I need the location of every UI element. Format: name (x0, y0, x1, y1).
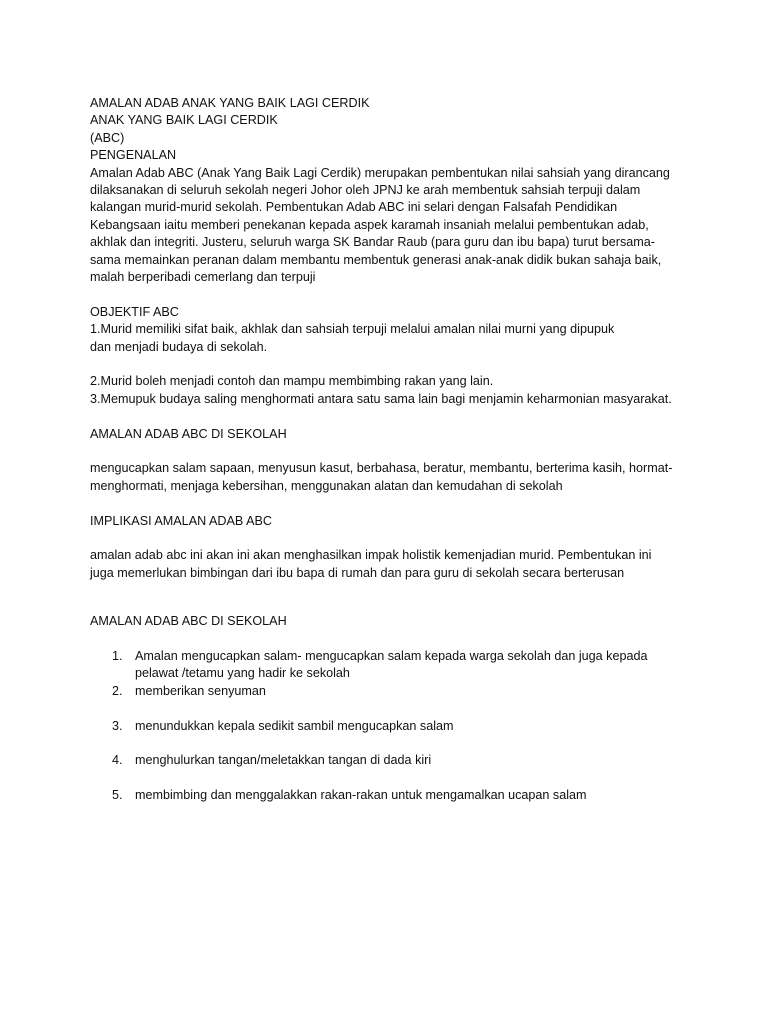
implications-heading: IMPLIKASI AMALAN ADAB ABC (90, 513, 272, 528)
objective-item: 2.Murid boleh menjadi contoh dan mampu membimbing rakan yang lain. (90, 374, 494, 389)
intro-line: sama memainkan peranan dalam membantu membentuk generasi anak-anak didik bukan sahaja baik, (90, 252, 662, 267)
list-number: 3. (112, 718, 123, 733)
intro-heading: PENGENALAN (90, 148, 177, 163)
practices-line: mengucapkan salam sapaan, menyusun kasut, berbahasa, beratur, membantu, berterima kasih, hormat- (90, 461, 673, 476)
title-line: (ABC) (90, 130, 125, 145)
list-item (90, 718, 680, 735)
document-page (90, 95, 680, 822)
spacer (90, 530, 680, 547)
list-item-text: pelawat /tetamu yang hadir ke sekolah (135, 666, 350, 681)
practices-heading: AMALAN ADAB ABC DI SEKOLAH (90, 426, 287, 441)
list-item (90, 683, 680, 700)
salam-section (90, 613, 680, 804)
intro-line: Kebangsaan iaitu memberi penekanan kepada aspek karamah insaniah melalui pembentukan adab, (90, 217, 649, 232)
spacer (90, 443, 680, 460)
spacer (90, 495, 680, 512)
implications-section (90, 513, 680, 583)
title-line: ANAK YANG BAIK LAGI CERDIK (90, 113, 278, 128)
spacer (90, 356, 680, 373)
practices-section (90, 426, 680, 496)
objective-item: dan menjadi budaya di sekolah. (90, 339, 268, 354)
list-number: 5. (112, 788, 123, 803)
objectives-heading: OBJEKTIF ABC (90, 304, 179, 319)
spacer (90, 631, 680, 648)
list-number: 1. (112, 649, 123, 664)
objectives-section (90, 304, 680, 408)
intro-line: Amalan Adab ABC (Anak Yang Baik Lagi Cerdik) merupakan pembentukan nilai sahsiah yang dirancang (90, 165, 670, 180)
list-number: 2. (112, 683, 123, 698)
list-item-text: menghulurkan tangan/meletakkan tangan di dada kiri (135, 753, 432, 768)
spacer (90, 408, 680, 425)
salam-heading: AMALAN ADAB ABC DI SEKOLAH (90, 614, 287, 629)
salam-list (90, 648, 680, 805)
document-title (90, 95, 680, 147)
intro-line: akhlak dan integriti. Justeru, seluruh warga SK Bandar Raub (para guru dan ibu bapa) turut bersama- (90, 235, 655, 250)
list-item (90, 787, 680, 804)
list-item (90, 752, 680, 769)
spacer (90, 582, 680, 613)
practices-line: menghormati, menjaga kebersihan, menggunakan alatan dan kemudahan di sekolah (90, 478, 563, 493)
title-line: AMALAN ADAB ANAK YANG BAIK LAGI CERDIK (90, 96, 370, 110)
list-item-text: memberikan senyuman (135, 683, 266, 698)
list-item-text: menundukkan kepala sedikit sambil mengucapkan salam (135, 718, 454, 733)
intro-line: malah berperibadi cemerlang dan terpuji (90, 270, 316, 285)
list-item-text: membimbing dan menggalakkan rakan-rakan untuk mengamalkan ucapan salam (135, 788, 587, 803)
list-item (90, 648, 680, 683)
implications-line: amalan adab abc ini akan ini akan menghasilkan impak holistik kemenjadian murid. Pembentukan ini (90, 548, 652, 563)
list-item-text: Amalan mengucapkan salam- mengucapkan salam kepada warga sekolah dan juga kepada (135, 649, 648, 664)
implications-line: juga memerlukan bimbingan dari ibu bapa di rumah dan para guru di sekolah secara berterusan (90, 565, 625, 580)
objective-item: 3.Memupuk budaya saling menghormati antara satu sama lain bagi menjamin keharmonian masyarakat. (90, 391, 672, 406)
list-number: 4. (112, 753, 123, 768)
spacer (90, 286, 680, 303)
objective-item: 1.Murid memiliki sifat baik, akhlak dan sahsiah terpuji melalui amalan nilai murni yang dipupuk (90, 322, 615, 337)
intro-line: dilaksanakan di seluruh sekolah negeri Johor oleh JPNJ ke arah membentuk sahsiah terpuji dalam (90, 183, 641, 198)
intro-line: kalangan murid-murid sekolah. Pembentukan Adab ABC ini selari dengan Falsafah Pendidikan (90, 200, 618, 215)
intro-section (90, 147, 680, 286)
